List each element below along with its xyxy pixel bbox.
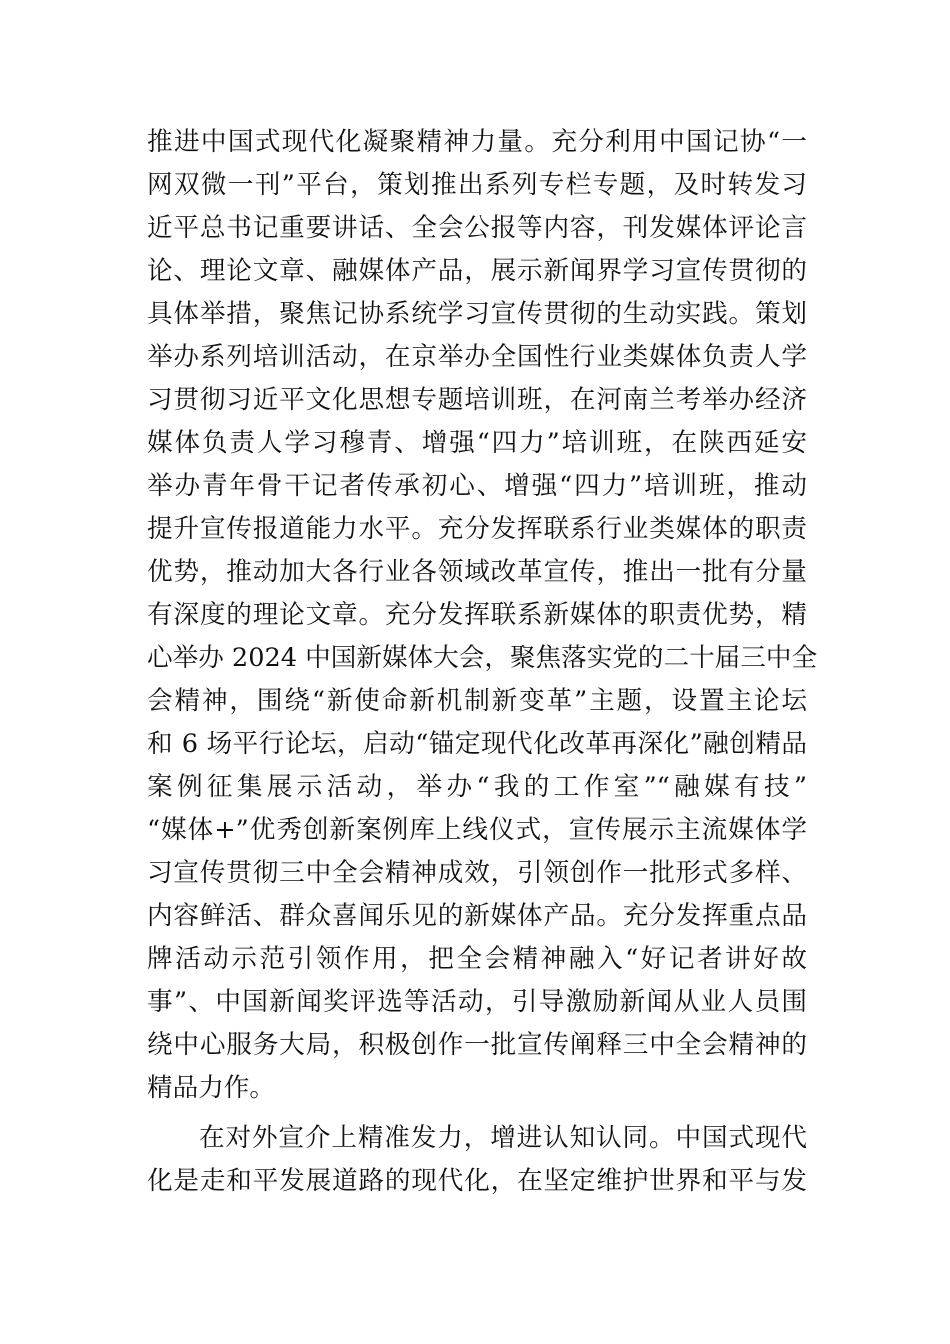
paragraph-line: 绕中心服务大局，积极创作一批宣传阐释三中全会精神的 — [147, 1030, 807, 1060]
paragraph-2 — [147, 1117, 807, 1203]
paragraph-line: 推进中国式现代化凝聚精神力量。充分利用中国记协“一 — [147, 127, 807, 157]
document-body — [147, 121, 818, 1203]
paragraph-line: 事”、中国新闻奖评选等活动，引导激励新闻从业人员围 — [147, 987, 807, 1017]
paragraph-line: 有深度的理论文章。充分发挥联系新媒体的职责优势，精 — [147, 600, 807, 630]
paragraph-line: 心举办 2024 中国新媒体大会，聚焦落实党的二十届三中全 — [147, 643, 818, 673]
paragraph-line: 化是走和平发展道路的现代化，在坚定维护世界和平与发 — [147, 1166, 807, 1196]
paragraph-line: 提升宣传报道能力水平。充分发挥联系行业类媒体的职责 — [147, 514, 807, 544]
paragraph-1 — [147, 121, 818, 1110]
paragraph-line: 习宣传贯彻三中全会精神成效，引领创作一批形式多样、 — [147, 858, 807, 888]
paragraph-line: 优势，推动加大各行业各领域改革宣传，推出一批有分量 — [147, 557, 807, 587]
paragraph-line: 具体举措，聚焦记协系统学习宣传贯彻的生动实践。策划 — [147, 299, 807, 329]
paragraph-line: 案例征集展示活动，举办“我的工作室”“融媒有技” — [147, 772, 807, 802]
paragraph-line: 媒体负责人学习穆青、增强“四力”培训班，在陕西延安 — [147, 428, 807, 458]
paragraph-line: 内容鲜活、群众喜闻乐见的新媒体产品。充分发挥重点品 — [147, 901, 807, 931]
paragraph-line: 在对外宣介上精准发力，增进认知认同。中国式现代 — [199, 1123, 807, 1153]
paragraph-spacer — [147, 1110, 807, 1117]
paragraph-line: 网双微一刊”平台，策划推出系列专栏专题，及时转发习 — [147, 170, 807, 200]
paragraph-line: 近平总书记重要讲话、全会公报等内容，刊发媒体评论言 — [147, 213, 807, 243]
paragraph-line: 会精神，围绕“新使命新机制新变革”主题，设置主论坛 — [147, 686, 807, 716]
paragraph-line: 精品力作。 — [147, 1073, 275, 1103]
paragraph-line: 举办青年骨干记者传承初心、增强“四力”培训班，推动 — [147, 471, 807, 501]
paragraph-line: “媒体+”优秀创新案例库上线仪式，宣传展示主流媒体学 — [147, 815, 807, 845]
paragraph-line: 习贯彻习近平文化思想专题培训班，在河南兰考举办经济 — [147, 385, 807, 415]
paragraph-line: 和 6 场平行论坛，启动“锚定现代化改革再深化”融创精品 — [147, 729, 807, 759]
paragraph-line: 论、理论文章、融媒体产品，展示新闻界学习宣传贯彻的 — [147, 256, 807, 286]
paragraph-line: 举办系列培训活动，在京举办全国性行业类媒体负责人学 — [147, 342, 807, 372]
paragraph-line: 牌活动示范引领作用，把全会精神融入“好记者讲好故 — [147, 944, 807, 974]
